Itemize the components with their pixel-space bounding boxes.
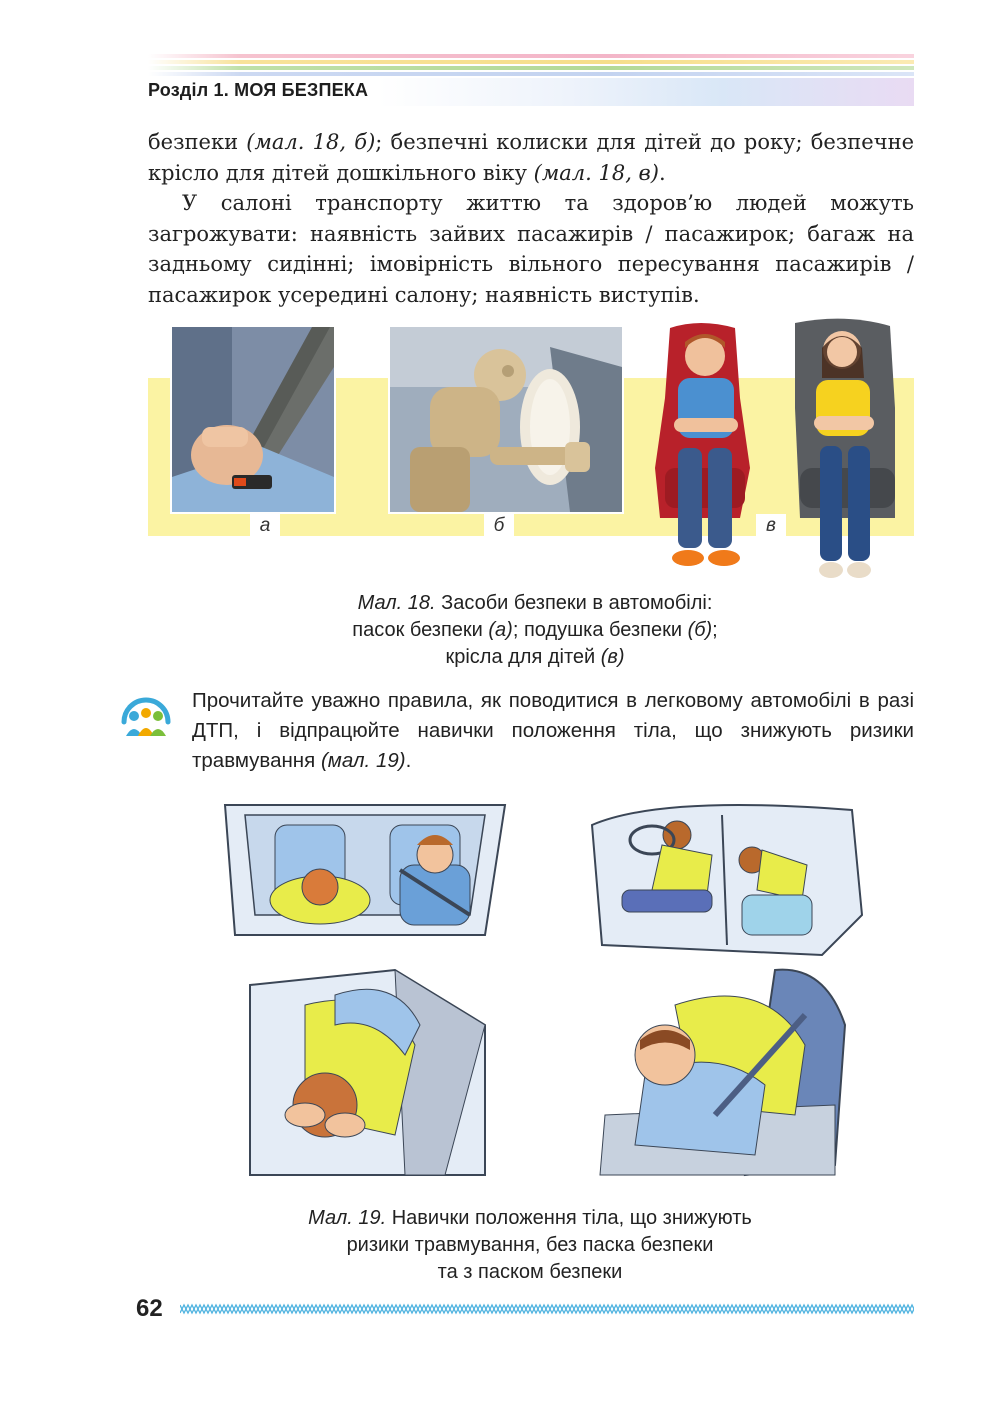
- crash-dummy-airbag-illustration: [390, 327, 622, 512]
- paragraph-text: ; безпечні колиски для дітей до року; безпечне крісло для дітей дошкільного віку: [148, 130, 915, 185]
- figure-label-b: б: [484, 514, 514, 538]
- photo-airbag: [388, 325, 624, 514]
- figure-reference: (мал. 18, в): [533, 160, 659, 185]
- caption-text: пасок безпеки: [352, 619, 489, 641]
- footer-ornament: [180, 1302, 914, 1316]
- paragraph-text: .: [658, 160, 666, 185]
- task-instruction: [192, 686, 914, 776]
- figure-reference: (мал. 18, б): [246, 130, 376, 154]
- caption-prefix: Мал. 19.: [308, 1207, 387, 1229]
- caption-text: ;: [712, 619, 718, 641]
- caption-line: [260, 644, 810, 671]
- header-stripe-blue: [148, 72, 914, 76]
- caption-prefix: Мал. 18.: [357, 592, 436, 614]
- illustration-side-seats: [582, 795, 864, 960]
- paragraph-text: безпеки: [148, 130, 247, 154]
- figure19-caption: [230, 1205, 830, 1286]
- caption-ref: (б): [687, 619, 713, 641]
- caption-text: Навички положення тіла, що знижують: [386, 1207, 752, 1229]
- group-activity-icon: [116, 686, 176, 746]
- illustration-front-seats: [215, 795, 515, 945]
- caption-text: ; подушка безпеки: [512, 619, 688, 641]
- task-text-end: .: [405, 749, 412, 772]
- caption-line: [260, 617, 810, 644]
- figure18-caption: [260, 590, 810, 671]
- header-stripe-pink: [148, 54, 914, 58]
- illustration-brace-with-belt: [595, 965, 857, 1180]
- page-number: 62: [136, 1295, 163, 1322]
- caption-text: Засоби безпеки в автомобілі:: [435, 592, 713, 614]
- section-title: Розділ 1. МОЯ БЕЗПЕКА: [148, 80, 369, 100]
- header-stripe-yellow: [148, 60, 914, 64]
- caption-text: крісла для дітей: [445, 646, 601, 668]
- children-car-seats-illustration: [650, 318, 910, 588]
- caption-line: ризики травмування, без паска безпеки: [346, 1234, 714, 1256]
- caption-line: [230, 1205, 830, 1232]
- task-text: Прочитайте уважно правила, як поводитися в легковому автомобілі в разі ДТП, і відпрацюйте навички положення тіла, що знижують ризики травмування: [192, 689, 914, 772]
- figure-label-c: в: [756, 514, 786, 538]
- photo-child-seats: [650, 318, 910, 588]
- caption-ref: (в): [600, 646, 625, 668]
- header-stripe-green: [148, 66, 914, 70]
- caption-line: [260, 590, 810, 617]
- seat-belt-illustration: [172, 327, 334, 512]
- paragraph-cabin-risks: У салоні транспорту життю та здоров’ю людей можуть загрожувати: наявність зайвих пасажирів / пасажирок; багаж на задньому сидінні; імовірність вільного пересування пасажирів / пасажирок усередині салону; наявність виступів.: [148, 191, 914, 307]
- caption-line: та з паском безпеки: [437, 1261, 623, 1283]
- paragraph-continuation: [148, 127, 914, 188]
- figure-label-a: а: [250, 514, 280, 538]
- caption-ref: (а): [488, 619, 513, 641]
- illustration-brace-no-belt: [245, 965, 490, 1180]
- photo-seat-belt: [170, 325, 336, 514]
- figure-reference: (мал. 19): [320, 749, 406, 772]
